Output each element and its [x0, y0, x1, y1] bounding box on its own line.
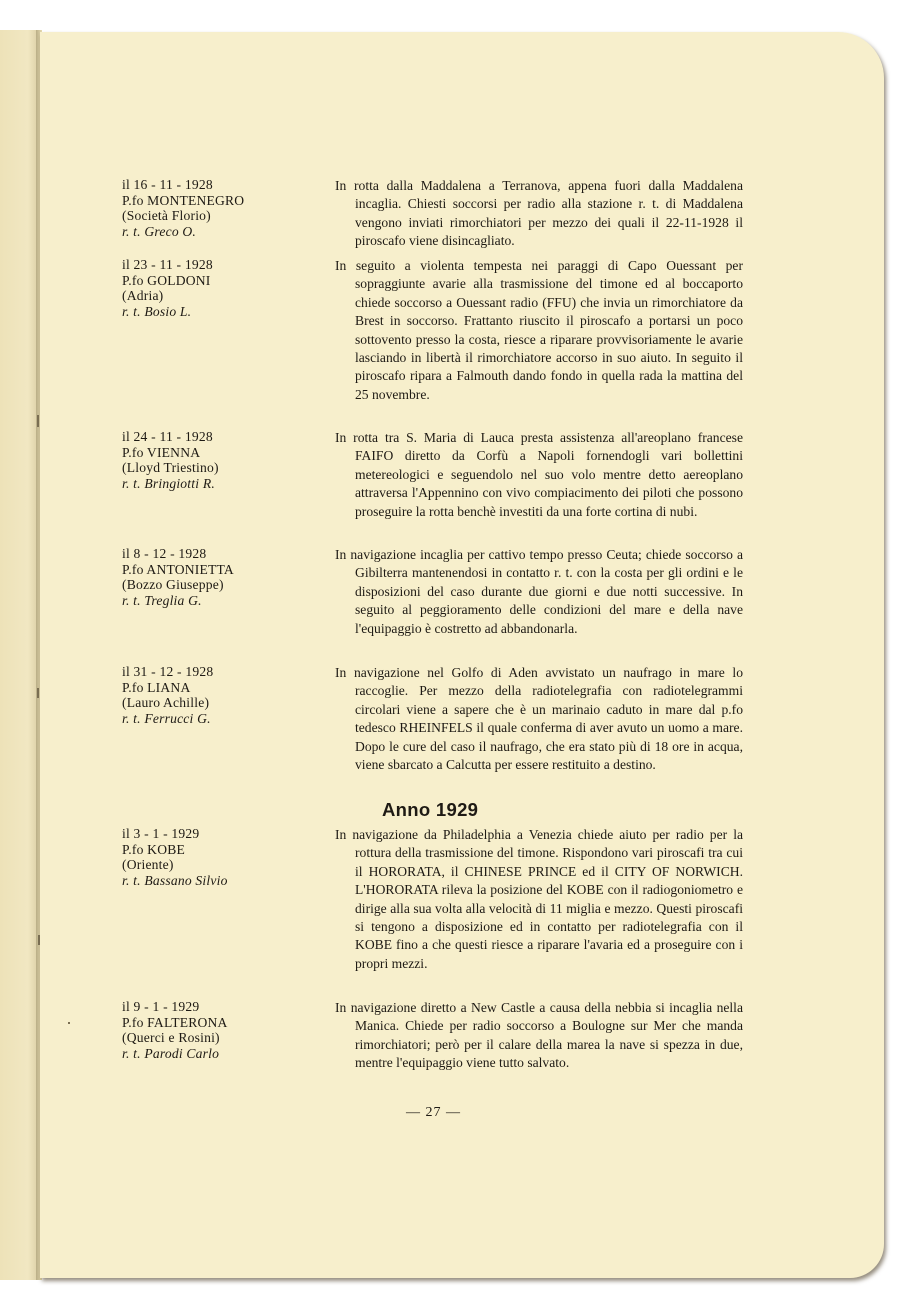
- entry-paragraph: In navigazione incaglia per cattivo tempo presso Ceuta; chiede soccorso a Gibilterra mantenendosi in contatto r. t. con la costa per gli ordini e le disposizioni del caso durante due giorni e due notti successive. In seguito al peggioramento delle condizioni del mare e della nave l'equipaggio è costretto ad abbandonarla.: [335, 547, 743, 636]
- entry-text: [335, 429, 743, 521]
- entry-meta: [122, 257, 327, 319]
- entry-text: [335, 257, 743, 404]
- paper-mark: [37, 688, 39, 698]
- entry-text: [335, 664, 743, 774]
- entry-text: [335, 546, 743, 638]
- entry-paragraph: In navigazione diretto a New Castle a causa della nebbia si incaglia nella Manica. Chiede per radio soccorso a Boulogne sur Mer che manda rimorchiatori; però per il calare della marea la nave si spezza in due, mentre l'equipaggio viene tutto salvato.: [335, 1000, 743, 1071]
- entry-date: il 8 - 12 - 1928: [122, 546, 207, 561]
- entry-date: il 24 - 11 - 1928: [122, 429, 213, 444]
- entry-owner: (Querci e Rosini): [122, 1030, 220, 1045]
- entry-date: il 9 - 1 - 1929: [122, 999, 200, 1014]
- entry-operator: r. t. Bassano Silvio: [122, 872, 228, 888]
- entry-operator: r. t. Bringiotti R.: [122, 475, 215, 491]
- paper-mark: [37, 415, 39, 427]
- entry-paragraph: In seguito a violenta tempesta nei paraggi di Capo Ouessant per sopraggiunte avarie alla trasmissione del timone ed al boccaporto chiede soccorso a Ouessant radio (FFU) che invia un rimorchiatore da Brest in soccorso. Frattanto riuscito il piroscafo a portarsi un poco sottovento presso la costa, riesce a riparare provvisoriamente le avarie lasciando in libertà il rimorchiatore accorso in suo aiuto. In seguito il piroscafo ripara a Falmouth dando fondo in quella rada la mattina del 25 novembre.: [335, 258, 743, 402]
- entry-operator: r. t. Parodi Carlo: [122, 1045, 220, 1061]
- facing-page-edge: [0, 30, 40, 1280]
- entry-ship: P.fo LIANA: [122, 679, 191, 695]
- entry-meta: [122, 664, 327, 726]
- paper-mark: [38, 935, 40, 945]
- entry-owner: (Società Florio): [122, 208, 211, 223]
- entry-meta: [122, 177, 327, 239]
- entry-meta: [122, 429, 327, 491]
- entry-operator: r. t. Ferrucci G.: [122, 710, 211, 726]
- entry-text: [335, 826, 743, 973]
- entry-ship: P.fo FALTERONA: [122, 1014, 228, 1030]
- entry-ship: P.fo MONTENEGRO: [122, 192, 245, 208]
- entry-paragraph: In rotta dalla Maddalena a Terranova, appena fuori dalla Maddalena incaglia. Chiesti soccorsi per radio alla stazione r. t. di Maddalena vengono inviati rimorchiatori per mezzo dei quali il 22-11-1928 il piroscafo viene disincagliato.: [335, 178, 743, 249]
- entry-owner: (Bozzo Giuseppe): [122, 577, 224, 592]
- entry-owner: (Lauro Achille): [122, 695, 210, 710]
- page-number: — 27 —: [406, 1105, 461, 1120]
- entry-text: [335, 999, 743, 1073]
- entry-meta: [122, 999, 327, 1061]
- document-page: [40, 32, 884, 1278]
- entry-ship: P.fo VIENNA: [122, 444, 201, 460]
- entry-operator: r. t. Bosio L.: [122, 303, 192, 319]
- entry-date: il 3 - 1 - 1929: [122, 826, 200, 841]
- entry-date: il 23 - 11 - 1928: [122, 257, 213, 272]
- entry-date: il 31 - 12 - 1928: [122, 664, 214, 679]
- entry-ship: P.fo GOLDONI: [122, 272, 211, 288]
- entry-date: il 16 - 11 - 1928: [122, 177, 213, 192]
- entry-paragraph: In rotta tra S. Maria di Lauca presta assistenza all'areoplano francese FAIFO diretto da Corfù a Napoli fornendogli vari bollettini metereologici e seguendolo nel suo volo mentre detto aereoplano attraversa l'Appennino con vivo compiacimento dei piloti che possono proseguire la rotta benchè investiti da una forte cortina di nubi.: [335, 430, 743, 519]
- entry-ship: P.fo KOBE: [122, 841, 185, 857]
- entry-operator: r. t. Treglia G.: [122, 592, 202, 608]
- entry-owner: (Lloyd Triestino): [122, 460, 219, 475]
- entry-owner: (Oriente): [122, 857, 174, 872]
- entry-meta: [122, 826, 327, 888]
- entry-operator: r. t. Greco O.: [122, 223, 197, 239]
- paper-mark: [68, 1022, 70, 1024]
- entry-paragraph: In navigazione da Philadelphia a Venezia chiede aiuto per radio per la rottura della trasmissione del timone. Rispondono vari piroscafi tra cui il HORORATA, il CHINESE PRINCE ed il CITY OF NORWICH. L'HORORATA rileva la posizione del KOBE con il radiogoniometro e dirige alla sua volta alla velocità di 11 miglia e mezzo. Questi piroscafi si tengono a disposizione ed in contatto per radiotelegrafia con il KOBE fino a che questi riesce a riparare l'avaria ed a proseguire con i propri mezzi.: [335, 827, 743, 971]
- entry-ship: P.fo ANTONIETTA: [122, 561, 234, 577]
- entry-text: [335, 177, 743, 251]
- entry-meta: [122, 546, 327, 608]
- entry-owner: (Adria): [122, 288, 164, 303]
- entry-paragraph: In navigazione nel Golfo di Aden avvistato un naufrago in mare lo raccoglie. Per mezzo della radiotelegrafia con radiotelegrammi circolari viene a sapere che è un marinaio caduto in mare dal p.fo tedesco RHEINFELS il quale conferma di aver avuto un uomo a mare. Dopo le cure del caso il naufrago, che era stato più di 18 ore in acqua, viene sbarcato a Calcutta per essere restituito a destino.: [335, 665, 743, 773]
- year-heading: Anno 1929: [382, 799, 479, 820]
